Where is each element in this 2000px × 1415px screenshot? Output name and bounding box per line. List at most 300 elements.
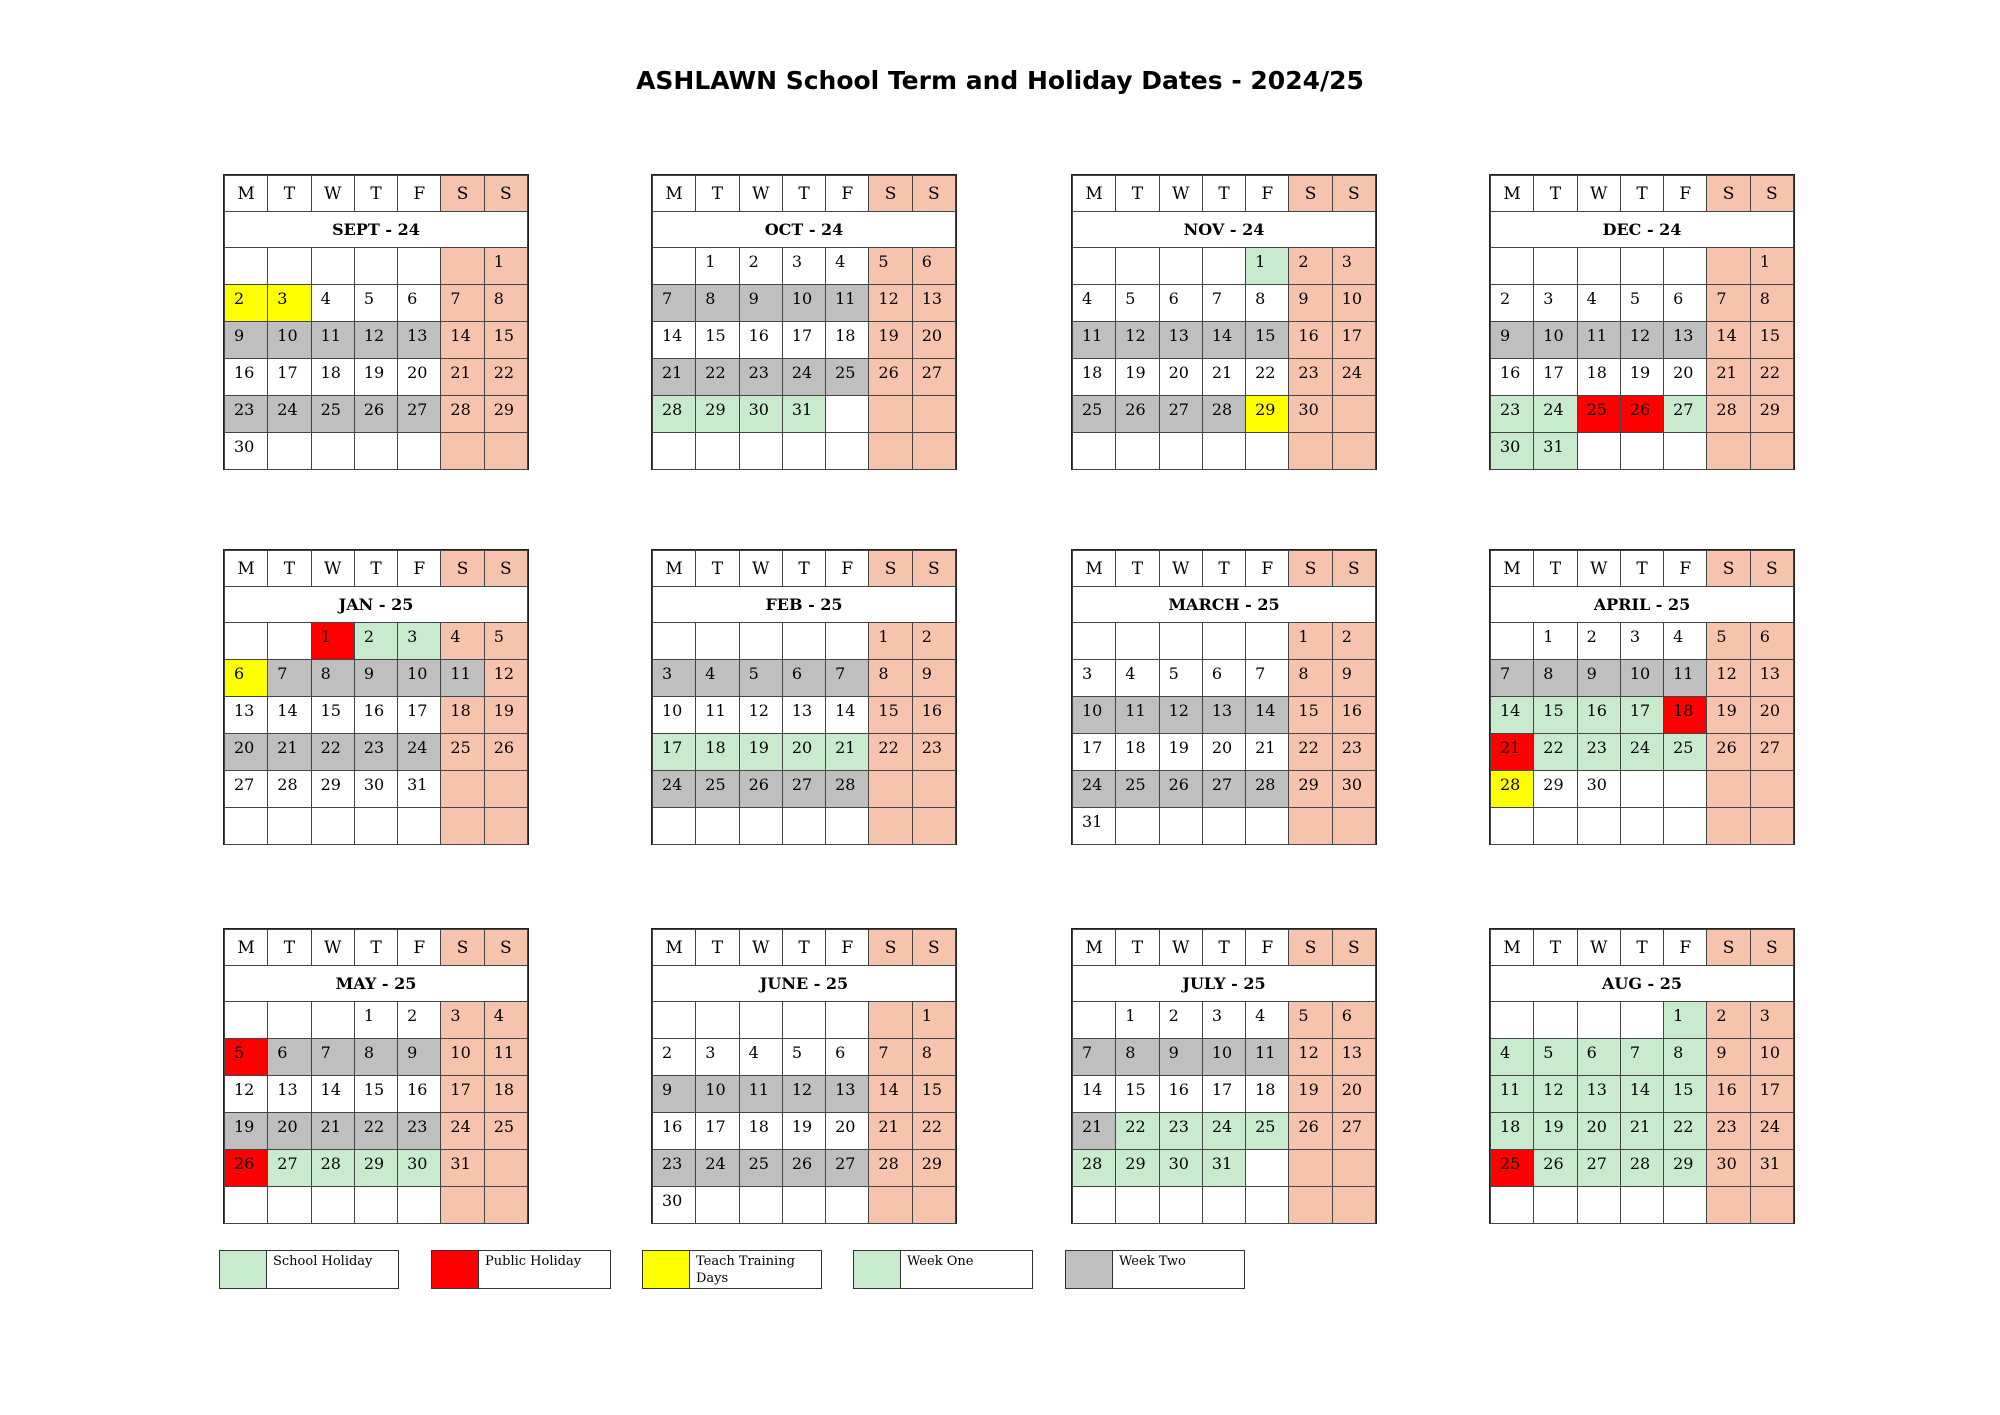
day-cell (1620, 433, 1663, 470)
day-cell: 4 (1491, 1039, 1534, 1076)
day-cell (739, 1187, 782, 1224)
day-cell: 13 (912, 285, 955, 322)
day-cell: 29 (1289, 771, 1332, 808)
day-cell (912, 396, 955, 433)
day-cell (782, 1002, 825, 1039)
day-cell: 16 (1332, 697, 1375, 734)
day-cell: 7 (826, 660, 869, 697)
weekday-header: T (782, 176, 825, 212)
month-name: JULY - 25 (1073, 966, 1376, 1002)
day-cell: 7 (1707, 285, 1750, 322)
day-cell: 13 (1577, 1076, 1620, 1113)
weekday-header: S (912, 551, 955, 587)
day-cell (1750, 433, 1793, 470)
weekday-header: S (1707, 176, 1750, 212)
day-cell (1332, 396, 1375, 433)
day-cell: 24 (1073, 771, 1116, 808)
day-cell: 15 (1534, 697, 1577, 734)
day-cell: 2 (1159, 1002, 1202, 1039)
day-cell: 30 (398, 1150, 441, 1187)
day-cell: 27 (1202, 771, 1245, 808)
weekday-header: M (225, 930, 268, 966)
weekday-header: M (1491, 551, 1534, 587)
day-cell: 29 (1534, 771, 1577, 808)
day-cell (1664, 248, 1707, 285)
day-cell: 31 (1202, 1150, 1245, 1187)
day-cell (484, 1187, 527, 1224)
day-cell (225, 1187, 268, 1224)
day-cell: 22 (1664, 1113, 1707, 1150)
day-cell: 9 (1332, 660, 1375, 697)
day-cell: 5 (782, 1039, 825, 1076)
day-cell: 1 (696, 248, 739, 285)
day-cell (1246, 623, 1289, 660)
day-cell (1577, 808, 1620, 845)
weekday-header: T (1534, 176, 1577, 212)
month-calendar (651, 174, 957, 470)
weekday-header: S (484, 930, 527, 966)
day-cell: 23 (398, 1113, 441, 1150)
day-cell: 19 (869, 322, 912, 359)
day-cell: 3 (1534, 285, 1577, 322)
day-cell: 15 (912, 1076, 955, 1113)
day-cell: 19 (1289, 1076, 1332, 1113)
day-cell: 26 (225, 1150, 268, 1187)
day-cell (869, 1187, 912, 1224)
weekday-header: F (1246, 930, 1289, 966)
day-cell: 27 (826, 1150, 869, 1187)
day-cell: 30 (1491, 433, 1534, 470)
weekday-header: M (1491, 930, 1534, 966)
day-cell: 25 (1246, 1113, 1289, 1150)
day-cell: 18 (1577, 359, 1620, 396)
month-name: SEPT - 24 (225, 212, 528, 248)
weekday-header: T (268, 551, 311, 587)
day-cell: 5 (1707, 623, 1750, 660)
day-cell (782, 623, 825, 660)
weekday-header: S (1332, 551, 1375, 587)
day-cell: 10 (1534, 322, 1577, 359)
day-cell: 22 (1289, 734, 1332, 771)
day-cell (1620, 1002, 1663, 1039)
day-cell (696, 623, 739, 660)
day-cell: 16 (398, 1076, 441, 1113)
month-name: MAY - 25 (225, 966, 528, 1002)
day-cell (826, 623, 869, 660)
day-cell (653, 248, 696, 285)
day-cell: 6 (1664, 285, 1707, 322)
day-cell (653, 808, 696, 845)
day-cell (1289, 433, 1332, 470)
day-cell: 9 (225, 322, 268, 359)
legend-item (853, 1250, 1033, 1289)
weekday-header: S (869, 551, 912, 587)
day-cell: 15 (484, 322, 527, 359)
day-cell: 12 (869, 285, 912, 322)
weekday-header: S (912, 176, 955, 212)
day-cell (1116, 808, 1159, 845)
day-cell: 23 (225, 396, 268, 433)
day-cell (441, 808, 484, 845)
day-cell: 13 (1202, 697, 1245, 734)
day-cell: 16 (1289, 322, 1332, 359)
legend-swatch (432, 1251, 479, 1288)
weekday-header: T (1202, 551, 1245, 587)
day-cell: 11 (484, 1039, 527, 1076)
day-cell: 22 (696, 359, 739, 396)
day-cell: 11 (1491, 1076, 1534, 1113)
day-cell: 20 (912, 322, 955, 359)
day-cell: 27 (1750, 734, 1793, 771)
weekday-header: M (225, 176, 268, 212)
weekday-header: T (1202, 930, 1245, 966)
day-cell (268, 1187, 311, 1224)
day-cell: 28 (1246, 771, 1289, 808)
day-cell (1491, 1002, 1534, 1039)
day-cell: 5 (1289, 1002, 1332, 1039)
weekday-header: W (311, 930, 354, 966)
day-cell (912, 1187, 955, 1224)
day-cell: 17 (782, 322, 825, 359)
day-cell: 22 (912, 1113, 955, 1150)
day-cell: 10 (653, 697, 696, 734)
weekday-header: S (441, 930, 484, 966)
day-cell: 15 (311, 697, 354, 734)
day-cell: 30 (1577, 771, 1620, 808)
day-cell: 28 (653, 396, 696, 433)
day-cell (1159, 248, 1202, 285)
month-name: JAN - 25 (225, 587, 528, 623)
weekday-header: T (696, 551, 739, 587)
day-cell (311, 433, 354, 470)
day-cell: 9 (1289, 285, 1332, 322)
day-cell (354, 1187, 397, 1224)
day-cell: 1 (311, 623, 354, 660)
day-cell (1707, 433, 1750, 470)
month-name: DEC - 24 (1491, 212, 1794, 248)
weekday-header: S (484, 551, 527, 587)
day-cell (869, 433, 912, 470)
legend-swatch (643, 1251, 690, 1288)
day-cell: 7 (1620, 1039, 1663, 1076)
weekday-header: S (441, 176, 484, 212)
weekday-header: T (1116, 551, 1159, 587)
weekday-header: M (653, 551, 696, 587)
day-cell (1491, 808, 1534, 845)
day-cell (1289, 808, 1332, 845)
day-cell: 29 (1246, 396, 1289, 433)
day-cell: 18 (1491, 1113, 1534, 1150)
day-cell: 14 (1246, 697, 1289, 734)
day-cell: 28 (311, 1150, 354, 1187)
weekday-header: W (1159, 176, 1202, 212)
day-cell (225, 1002, 268, 1039)
day-cell: 21 (311, 1113, 354, 1150)
day-cell: 8 (1289, 660, 1332, 697)
day-cell (826, 1187, 869, 1224)
day-cell: 30 (1707, 1150, 1750, 1187)
day-cell (1534, 248, 1577, 285)
day-cell: 4 (1073, 285, 1116, 322)
day-cell: 5 (869, 248, 912, 285)
day-cell: 21 (441, 359, 484, 396)
day-cell: 27 (782, 771, 825, 808)
day-cell: 10 (1202, 1039, 1245, 1076)
day-cell (1246, 1187, 1289, 1224)
weekday-header: M (1491, 176, 1534, 212)
day-cell (1332, 808, 1375, 845)
day-cell: 11 (1664, 660, 1707, 697)
day-cell (826, 396, 869, 433)
day-cell (912, 433, 955, 470)
day-cell: 17 (1534, 359, 1577, 396)
day-cell: 7 (441, 285, 484, 322)
day-cell (1159, 1187, 1202, 1224)
day-cell (484, 1150, 527, 1187)
weekday-header: S (1332, 176, 1375, 212)
month-calendar (223, 174, 529, 470)
day-cell: 2 (1577, 623, 1620, 660)
day-cell (441, 771, 484, 808)
day-cell: 28 (826, 771, 869, 808)
weekday-header: M (1073, 930, 1116, 966)
day-cell (1159, 433, 1202, 470)
day-cell: 5 (1159, 660, 1202, 697)
day-cell (398, 433, 441, 470)
day-cell: 8 (1534, 660, 1577, 697)
month-name: MARCH - 25 (1073, 587, 1376, 623)
day-cell (1491, 1187, 1534, 1224)
day-cell: 18 (441, 697, 484, 734)
day-cell: 27 (398, 396, 441, 433)
day-cell: 11 (826, 285, 869, 322)
weekday-header: S (1707, 551, 1750, 587)
day-cell (1707, 808, 1750, 845)
day-cell (1116, 433, 1159, 470)
day-cell: 17 (1332, 322, 1375, 359)
day-cell (1707, 771, 1750, 808)
day-cell: 3 (1620, 623, 1663, 660)
day-cell: 12 (782, 1076, 825, 1113)
day-cell (1073, 1002, 1116, 1039)
weekday-header: S (1707, 930, 1750, 966)
day-cell (1577, 248, 1620, 285)
day-cell (1159, 623, 1202, 660)
day-cell: 14 (1202, 322, 1245, 359)
day-cell (653, 433, 696, 470)
day-cell (653, 623, 696, 660)
day-cell (441, 248, 484, 285)
day-cell: 3 (1073, 660, 1116, 697)
day-cell: 9 (398, 1039, 441, 1076)
day-cell: 25 (1577, 396, 1620, 433)
weekday-header: F (1246, 551, 1289, 587)
day-cell: 21 (653, 359, 696, 396)
day-cell (1707, 1187, 1750, 1224)
month-calendar (1071, 174, 1377, 470)
weekday-header: W (1577, 551, 1620, 587)
day-cell: 19 (1620, 359, 1663, 396)
day-cell: 25 (1664, 734, 1707, 771)
day-cell: 24 (1534, 396, 1577, 433)
weekday-header: S (869, 176, 912, 212)
day-cell (1620, 808, 1663, 845)
day-cell: 18 (1073, 359, 1116, 396)
day-cell: 28 (1202, 396, 1245, 433)
legend-label: Week Two (1119, 1254, 1186, 1269)
day-cell: 11 (1116, 697, 1159, 734)
day-cell (225, 623, 268, 660)
day-cell: 13 (826, 1076, 869, 1113)
day-cell: 17 (1620, 697, 1663, 734)
day-cell: 22 (484, 359, 527, 396)
day-cell: 21 (1620, 1113, 1663, 1150)
day-cell: 23 (1707, 1113, 1750, 1150)
day-cell: 24 (1620, 734, 1663, 771)
day-cell (1491, 248, 1534, 285)
day-cell: 29 (484, 396, 527, 433)
day-cell: 4 (441, 623, 484, 660)
day-cell: 9 (653, 1076, 696, 1113)
day-cell: 24 (653, 771, 696, 808)
day-cell (1246, 433, 1289, 470)
day-cell (1116, 623, 1159, 660)
day-cell: 6 (826, 1039, 869, 1076)
day-cell: 18 (484, 1076, 527, 1113)
legend-label: School Holiday (273, 1254, 373, 1269)
day-cell: 23 (1577, 734, 1620, 771)
day-cell: 19 (354, 359, 397, 396)
day-cell (1750, 1187, 1793, 1224)
day-cell: 26 (782, 1150, 825, 1187)
day-cell: 3 (696, 1039, 739, 1076)
day-cell: 2 (354, 623, 397, 660)
day-cell (1159, 808, 1202, 845)
day-cell: 16 (225, 359, 268, 396)
day-cell: 19 (782, 1113, 825, 1150)
day-cell: 24 (1202, 1113, 1245, 1150)
day-cell (739, 623, 782, 660)
day-cell (826, 433, 869, 470)
day-cell: 6 (912, 248, 955, 285)
day-cell: 10 (1620, 660, 1663, 697)
day-cell: 10 (398, 660, 441, 697)
day-cell: 20 (398, 359, 441, 396)
day-cell: 3 (1202, 1002, 1245, 1039)
day-cell: 22 (869, 734, 912, 771)
day-cell: 29 (311, 771, 354, 808)
day-cell: 18 (311, 359, 354, 396)
day-cell: 1 (1116, 1002, 1159, 1039)
day-cell: 1 (1750, 248, 1793, 285)
day-cell: 14 (869, 1076, 912, 1113)
day-cell: 18 (696, 734, 739, 771)
day-cell: 26 (1620, 396, 1663, 433)
day-cell: 21 (1491, 734, 1534, 771)
day-cell (1534, 1002, 1577, 1039)
day-cell: 20 (1750, 697, 1793, 734)
day-cell: 4 (311, 285, 354, 322)
day-cell: 17 (1750, 1076, 1793, 1113)
day-cell: 20 (1159, 359, 1202, 396)
legend-label: Week One (907, 1254, 974, 1269)
day-cell: 26 (484, 734, 527, 771)
day-cell: 16 (912, 697, 955, 734)
day-cell (1577, 1002, 1620, 1039)
day-cell (398, 1187, 441, 1224)
day-cell: 10 (268, 322, 311, 359)
day-cell: 26 (354, 396, 397, 433)
day-cell: 3 (441, 1002, 484, 1039)
day-cell (311, 808, 354, 845)
day-cell (1073, 623, 1116, 660)
day-cell: 28 (869, 1150, 912, 1187)
day-cell: 14 (1491, 697, 1534, 734)
day-cell: 13 (225, 697, 268, 734)
month-name: FEB - 25 (653, 587, 956, 623)
day-cell (1620, 1187, 1663, 1224)
month-calendar (1071, 549, 1377, 845)
day-cell: 30 (225, 433, 268, 470)
day-cell (869, 396, 912, 433)
weekday-header: T (696, 930, 739, 966)
weekday-header: W (311, 176, 354, 212)
day-cell: 19 (1534, 1113, 1577, 1150)
weekday-header: S (1289, 551, 1332, 587)
day-cell: 27 (1332, 1113, 1375, 1150)
day-cell: 18 (1246, 1076, 1289, 1113)
day-cell (1116, 1187, 1159, 1224)
day-cell (268, 1002, 311, 1039)
day-cell: 27 (1159, 396, 1202, 433)
day-cell: 28 (1491, 771, 1534, 808)
day-cell: 25 (441, 734, 484, 771)
day-cell (739, 433, 782, 470)
day-cell: 1 (1534, 623, 1577, 660)
day-cell: 8 (354, 1039, 397, 1076)
day-cell: 3 (398, 623, 441, 660)
day-cell: 30 (1289, 396, 1332, 433)
weekday-header: F (398, 551, 441, 587)
weekday-header: M (1073, 176, 1116, 212)
day-cell (484, 433, 527, 470)
weekday-header: T (1620, 176, 1663, 212)
day-cell: 13 (1159, 322, 1202, 359)
weekday-header: M (225, 551, 268, 587)
day-cell: 1 (1246, 248, 1289, 285)
day-cell: 22 (1534, 734, 1577, 771)
day-cell: 4 (696, 660, 739, 697)
day-cell: 3 (782, 248, 825, 285)
day-cell: 4 (484, 1002, 527, 1039)
day-cell: 23 (912, 734, 955, 771)
day-cell (1664, 808, 1707, 845)
day-cell: 27 (1577, 1150, 1620, 1187)
day-cell (869, 1002, 912, 1039)
day-cell (739, 808, 782, 845)
month-name: AUG - 25 (1491, 966, 1794, 1002)
day-cell: 5 (354, 285, 397, 322)
day-cell: 30 (739, 396, 782, 433)
day-cell: 1 (484, 248, 527, 285)
day-cell: 21 (1202, 359, 1245, 396)
day-cell: 16 (1491, 359, 1534, 396)
day-cell: 11 (739, 1076, 782, 1113)
day-cell (354, 808, 397, 845)
day-cell: 13 (1664, 322, 1707, 359)
day-cell (739, 1002, 782, 1039)
day-cell: 4 (739, 1039, 782, 1076)
